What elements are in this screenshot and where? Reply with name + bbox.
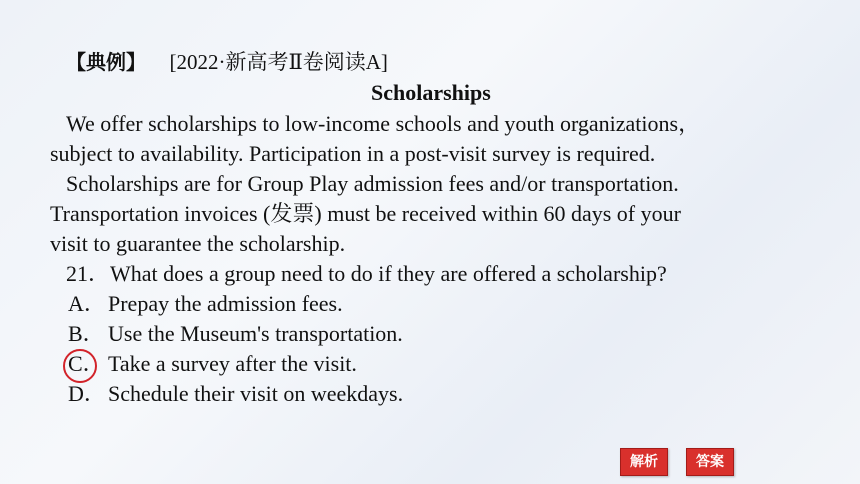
option-letter: C． xyxy=(68,351,105,376)
passage-line: visit to guarantee the scholarship. xyxy=(50,231,346,256)
option-text: Prepay the admission fees. xyxy=(108,291,343,316)
answer-button[interactable]: 答案 xyxy=(686,448,734,476)
option-text: Schedule their visit on weekdays. xyxy=(108,381,404,406)
option-letter: D． xyxy=(68,381,106,406)
option-letter: B． xyxy=(68,321,105,346)
analysis-button[interactable]: 解析 xyxy=(620,448,668,476)
option-d xyxy=(68,380,403,408)
example-header xyxy=(66,48,388,76)
passage-title: Scholarships xyxy=(371,80,491,105)
option-a xyxy=(68,290,343,318)
example-tag: 【典例】 xyxy=(66,50,146,74)
option-text: Take a survey after the visit. xyxy=(108,351,357,376)
passage-line: Scholarships are for Group Play admission fees and/or transportation. xyxy=(66,171,679,196)
passage-line: We offer scholarships to low-income schools and youth organizations， xyxy=(66,111,701,136)
passage-line: subject to availability. Participation in a post-visit survey is required. xyxy=(50,141,656,166)
question-text: 21．What does a group need to do if they are offered a scholarship? xyxy=(66,261,667,286)
passage-line: Transportation invoices (发票) must be received within 60 days of your xyxy=(50,201,681,226)
option-text: Use the Museum's transportation. xyxy=(108,321,403,346)
answer-circle-mark xyxy=(63,349,97,383)
option-b xyxy=(68,320,403,348)
option-c xyxy=(68,350,357,378)
option-letter: A． xyxy=(68,291,106,316)
exam-source: [2022·新高考Ⅱ卷阅读A] xyxy=(169,50,388,74)
